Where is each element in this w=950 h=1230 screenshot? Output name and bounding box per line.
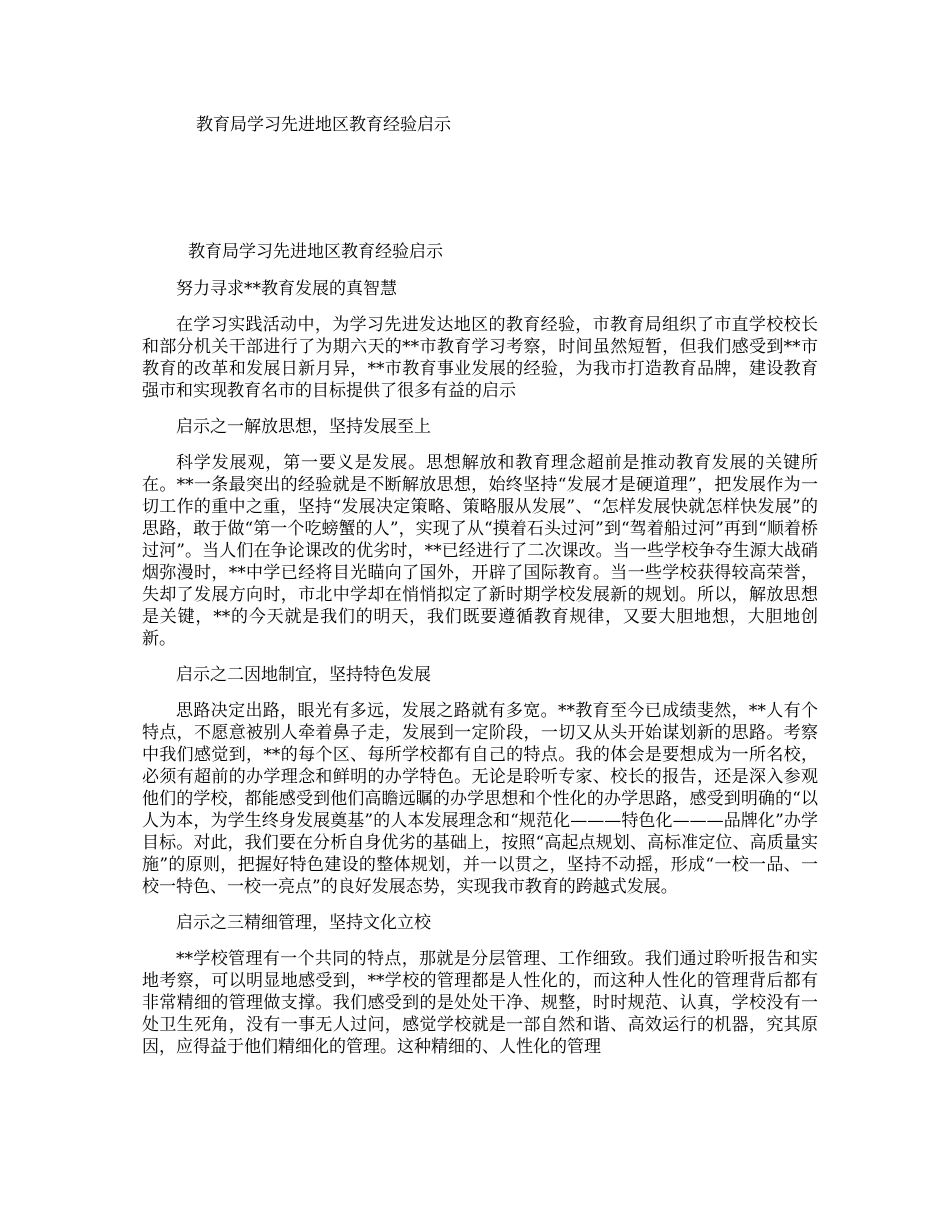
paragraph-insight-3: **学校管理有一个共同的特点，那就是分层管理、工作细致。我们通过聆听报告和实地考察，可以明显地感受到，**学校的管理都是人性化的，而这种人性化的管理背后都有非常精细的管理做支撑。我们感受到的是处处干净、规整，时时规范、认真，学校没有一处卫生死角，没有一事无人过问，感觉学校就是一部自然和谐、高效运行的机器，究其原因，应得益于他们精细化的管理。这种精细的、人性化的管理	[142, 949, 818, 1057]
section-heading-insight-2: 启示之二因地制宜，坚持特色发展	[176, 665, 431, 685]
document-subtitle: 教育局学习先进地区教育经验启示	[188, 242, 443, 262]
paragraph-insight-1: 科学发展观，第一要义是发展。思想解放和教育理念超前是推动教育发展的关键所在。**一条最突出的经验就是不断解放思想，始终坚持“发展才是硬道理”，把发展作为一切工作的重中之重，坚持“发展决定策略、策略服从发展”、“怎样发展快就怎样快发展”的思路，敢于做“第一个吃螃蟹的人”，实现了从“摸着石头过河”到“驾着船过河”再到“顺着桥过河”。当人们在争论课改的优劣时，**已经进行了二次课改。当一些学校争夺生源大战硝烟弥漫时，**中学已经将目光瞄向了国外，开辟了国际教育。当一些学校获得较高荣誉，失却了发展方向时，市北中学却在悄悄拟定了新时期学校发展新的规划。所以，解放思想是关键，**的今天就是我们的明天，我们既要遵循教育规律，又要大胆地想，大胆地创新。	[142, 453, 818, 649]
section-heading-insight-1: 启示之一解放思想，坚持发展至上	[176, 417, 431, 437]
document-body	[142, 240, 818, 1071]
document-title: 教育局学习先进地区教育经验启示	[196, 115, 451, 135]
section-heading-insight-3: 启示之三精细管理，坚持文化立校	[176, 913, 431, 933]
section-heading-intro: 努力寻求**教育发展的真智慧	[176, 279, 397, 299]
paragraph-insight-2: 思路决定出路，眼光有多远，发展之路就有多宽。**教育至今已成绩斐然，**人有个特点，不愿意被别人牵着鼻子走，发展到一定阶段，一切又从头开始谋划新的思路。考察中我们感觉到，**的每个区、每所学校都有自己的特点。我的体会是要想成为一所名校，必须有超前的办学理念和鲜明的办学特色。无论是聆听专家、校长的报告，还是深入参观他们的学校，都能感受到他们高瞻远瞩的办学思想和个性化的办学思路，感受到明确的“以人为本，为学生终身发展奠基”的人本发展理念和“规范化———特色化———品牌化”办学目标。对此，我们要在分析自身优劣的基础上，按照“高起点规划、高标准定位、高质量实施”的原则，把握好特色建设的整体规划，并一以贯之，坚持不动摇，形成“一校一品、一校一特色、一校一亮点”的良好发展态势，实现我市教育的跨越式发展。	[142, 701, 818, 897]
paragraph-intro: 在学习实践活动中，为学习先进发达地区的教育经验，市教育局组织了市直学校校长和部分机关干部进行了为期六天的**市教育学习考察，时间虽然短暂，但我们感受到**市教育的改革和发展日新月异，**市教育事业发展的经验，为我市打造教育品牌，建设教育强市和实现教育名市的目标提供了很多有益的启示	[142, 315, 818, 401]
